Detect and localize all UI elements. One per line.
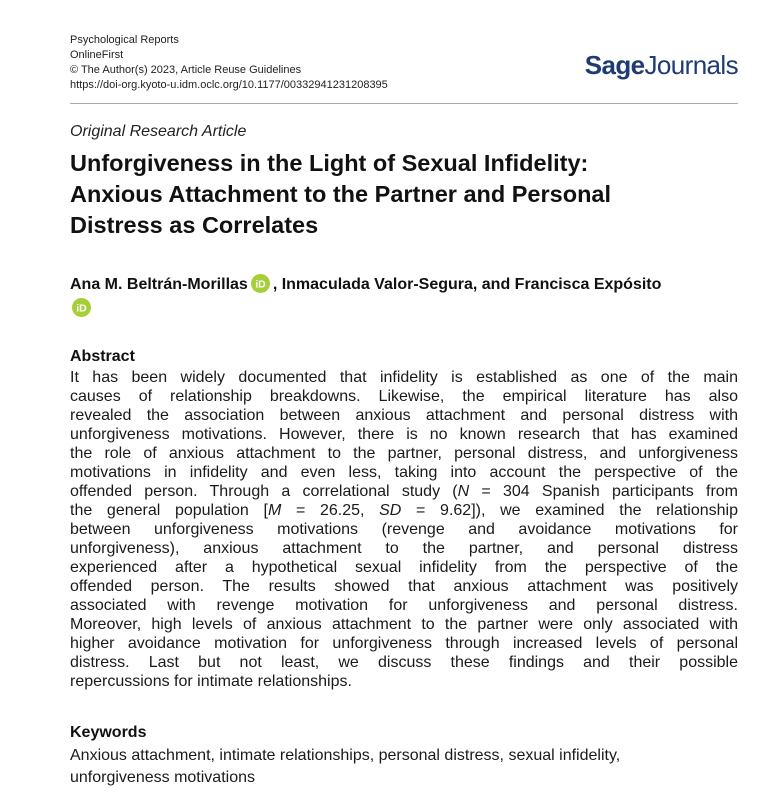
abstract-line: higher avoidance motivation for unforgiveness through increased levels of personal (70, 635, 738, 652)
title-line: Anxious Attachment to the Partner and Personal (70, 181, 612, 207)
author-list (70, 273, 738, 321)
abstract-line: repercussions for intimate relationships. (70, 673, 352, 690)
title-line: Unforgiveness in the Light of Sexual Infidelity: (70, 150, 589, 176)
keywords-line: unforgiveness motivations (70, 769, 255, 786)
abstract-line: causes of relationship breakdowns. Likewise, the empirical literature has also (70, 388, 738, 405)
abstract-line: motivations in infidelity and even less, taking into account the perspective of the (70, 464, 738, 481)
abstract-line: offended person. Through a correlational study (N = 304 Spanish participants from (70, 483, 739, 500)
svg-text:iD: iD (76, 303, 87, 315)
doi-link[interactable]: https://doi-org.kyoto-u.idm.oclc.org/10.1177/00332941231208395 (70, 79, 388, 91)
abstract-body (70, 368, 738, 691)
abstract-line: Moreover, high levels of anxious attachment to the partner were only associated with (70, 616, 738, 633)
logo-journals: Journals (644, 50, 738, 80)
abstract-line: between unforgiveness motivations (revenge and avoidance motivations for (70, 521, 738, 538)
sage-journals-logo[interactable] (585, 50, 738, 81)
logo-sage: Sage (584, 50, 645, 80)
abstract-line: associated with revenge motivation for unforgiveness and personal distress. (70, 597, 738, 614)
orcid-icon[interactable] (72, 298, 91, 317)
article-type: Original Research Article (70, 123, 247, 140)
publication-status: OnlineFirst (70, 49, 124, 61)
title-line: Distress as Correlates (70, 212, 319, 238)
keywords-line: Anxious attachment, intimate relationships, personal distress, sexual infidelity, (70, 747, 621, 764)
abstract-line: revealed the association between anxious attachment and personal distress with (70, 407, 738, 424)
svg-text:iD: iD (255, 279, 266, 291)
abstract-heading: Abstract (70, 348, 135, 365)
abstract-line: the role of anxious attachment to the partner, personal distress, and unforgiveness (70, 445, 738, 462)
abstract-line: unforgiveness motivations. However, there is no known research that has examined (70, 426, 738, 443)
abstract-line: unforgiveness), anxious attachment to the partner, and personal distress (70, 540, 738, 557)
abstract-line: It has been widely documented that infidelity is established as one of the main (70, 369, 738, 386)
abstract-line: distress. Last but not least, we discuss these findings and their possible (70, 654, 738, 671)
header-divider (70, 103, 738, 104)
abstract-line: experienced after a hypothetical sexual infidelity from the perspective of the (70, 559, 738, 576)
journal-meta (70, 33, 388, 93)
abstract-line: offended person. The results showed that anxious attachment was positively (70, 578, 738, 595)
author-names[interactable]: , Inmaculada Valor-Segura, and Francisca Expósito (272, 276, 662, 293)
abstract-line: the general population [M = 26.25, SD = 9.62]), we examined the relationship (70, 502, 739, 519)
orcid-icon[interactable] (251, 274, 270, 293)
article-title (70, 148, 738, 241)
keywords-heading: Keywords (70, 724, 147, 741)
journal-name: Psychological Reports (70, 34, 179, 46)
copyright-link[interactable]: © The Author(s) 2023, Article Reuse Guidelines (70, 64, 302, 76)
author-name[interactable]: Ana M. Beltrán-Morillas (70, 276, 248, 293)
keywords-list (70, 745, 738, 789)
